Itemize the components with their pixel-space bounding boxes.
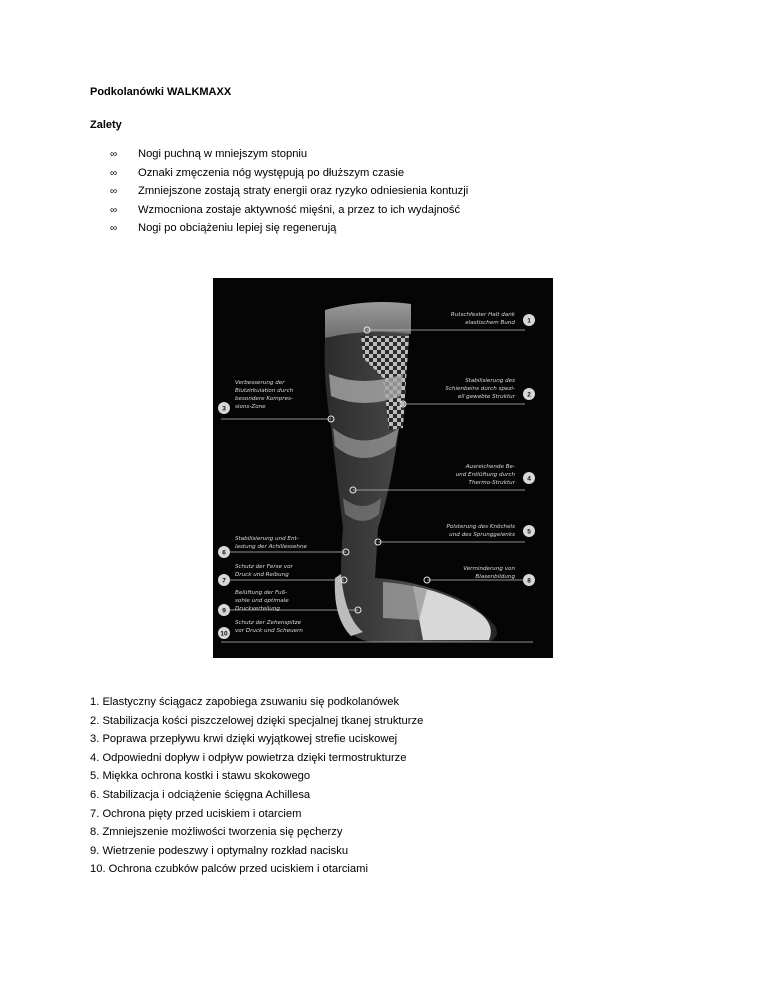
label-5-line: Polsterung des Knöchels: [446, 524, 515, 530]
label-9-line: sohle und optimale: [235, 598, 289, 604]
label-4-line: Thermo-Struktur: [468, 480, 515, 486]
label-10-line: Schutz der Zehenspitze: [235, 620, 302, 626]
label-number-6: 6: [222, 549, 226, 557]
sock-diagram-image: [213, 278, 553, 658]
label-number-3: 3: [222, 405, 226, 413]
list-item: 7. Ochrona pięty przed uciskiem i otarciem: [90, 807, 302, 820]
list-item: ∞ Wzmocniona zostaje aktywność mięśni, a przez to ich wydajność: [110, 201, 468, 220]
list-item: ∞ Nogi po obciążeniu lepiej się regenerują: [110, 219, 468, 238]
list-item: 3. Poprawa przepływu krwi dzięki wyjątkowej strefie uciskowej: [90, 733, 398, 746]
label-9-line: Belüftung der Fuß-: [235, 590, 288, 596]
list-item: ∞ Oznaki zmęczenia nóg występują po dłuższym czasie: [110, 164, 468, 183]
label-number-1: 1: [527, 317, 531, 325]
label-2-line: Stabilisierung des: [465, 378, 515, 384]
label-number-10: 10: [220, 630, 228, 638]
list-item: 2. Stabilizacja kości piszczelowej dzięki specjalnej tkanej strukturze: [90, 714, 424, 727]
list-item: 4. Odpowiedni dopływ i odpływ powietrza dzięki termostrukturze: [90, 751, 407, 764]
advantages-heading: Zalety: [90, 119, 122, 131]
list-item: 10. Ochrona czubków palców przed uciskiem i otarciami: [90, 863, 368, 876]
infinity-bullet-icon: ∞: [110, 167, 118, 179]
infinity-bullet-icon: ∞: [110, 186, 118, 197]
list-item: 6. Stabilizacja i odciążenie ścięgna Achillesa: [90, 788, 311, 801]
label-2-line: Schienbeins durch spezi-: [445, 386, 515, 392]
features-list: [90, 693, 423, 879]
label-8-line: Verminderung von: [463, 566, 515, 572]
label-5-line: und des Sprunggelenks: [449, 532, 515, 538]
label-4-line: und Entlüftung durch: [455, 472, 515, 478]
infinity-bullet-icon: ∞: [110, 149, 118, 160]
list-item: 9. Wietrzenie podeszwy i optymalny rozkład nacisku: [90, 844, 349, 857]
label-number-9: 9: [222, 607, 226, 615]
label-number-2: 2: [527, 391, 531, 399]
label-number-8: 8: [527, 577, 531, 585]
label-3-line: Verbesserung der: [235, 380, 285, 386]
label-7-line: Druck und Reibung: [235, 572, 289, 578]
infinity-bullet-icon: ∞: [110, 204, 118, 216]
label-number-4: 4: [527, 475, 531, 483]
list-item: ∞ Zmniejszone zostają straty energii oraz ryzyko odniesienia kontuzji: [110, 182, 468, 201]
label-1-line: elastischem Bund: [465, 320, 515, 326]
label-3-line: sions-Zone: [235, 404, 266, 410]
label-8-line: Blasenbildung: [475, 574, 515, 580]
label-9-line: Druckverteilung: [235, 606, 280, 612]
label-10-line: vor Druck und Scheuern: [235, 628, 303, 634]
label-2-line: ell gewebte Struktur: [457, 394, 515, 400]
label-7-line: Schutz der Ferse vor: [235, 564, 293, 570]
label-number-7: 7: [222, 577, 226, 585]
label-1-line: Rutschfester Halt dank: [450, 312, 515, 318]
label-3-line: besondere Kompres-: [235, 396, 293, 402]
label-6-line: lastung der Achillessehne: [235, 544, 307, 550]
label-4-line: Ausreichende Be-: [465, 464, 515, 470]
advantages-list: [110, 145, 468, 238]
label-number-5: 5: [527, 528, 531, 536]
list-item: 5. Miękka ochrona kostki i stawu skokowego: [90, 770, 311, 783]
list-item: ∞ Nogi puchną w mniejszym stopniu: [110, 145, 468, 164]
list-item: 1. Elastyczny ściągacz zapobiega zsuwaniu się podkolanówek: [90, 696, 400, 708]
label-6-line: Stabilisierung und Ent-: [235, 536, 299, 542]
infinity-bullet-icon: ∞: [110, 223, 118, 234]
label-3-line: Blutzirkulation durch: [235, 388, 294, 394]
list-item: 8. Zmniejszenie możliwości tworzenia się pęcherzy: [90, 826, 343, 839]
document-title: Podkolanówki WALKMAXX: [90, 86, 232, 98]
